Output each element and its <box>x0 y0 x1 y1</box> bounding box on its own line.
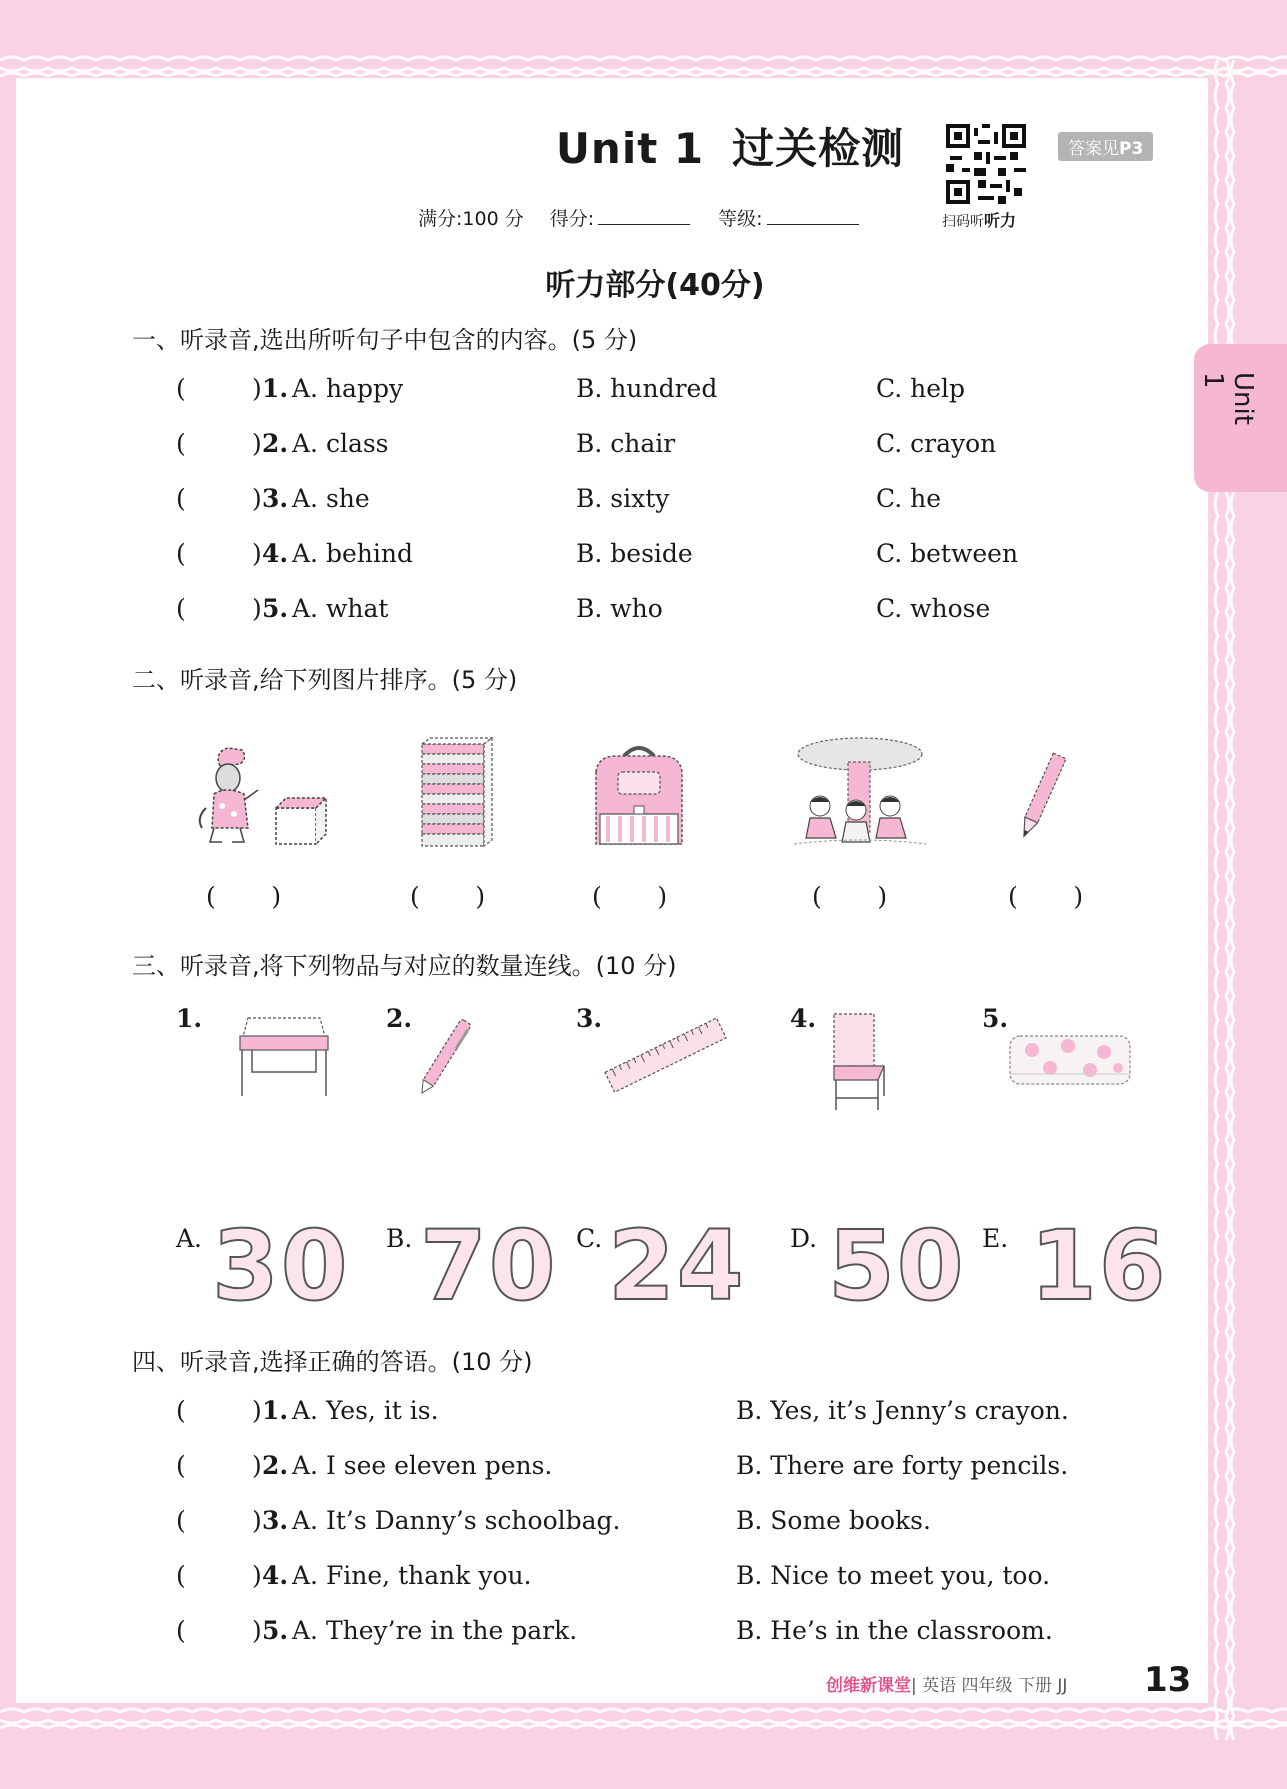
number-option[interactable]: 24 <box>608 1210 746 1322</box>
footer-meta: | 英语 四年级 下册 JJ <box>911 1676 1068 1696</box>
pencil-box-icon[interactable] <box>1006 1030 1136 1092</box>
footer <box>826 1671 1067 1696</box>
answer-blank[interactable]: ( <box>176 1506 186 1535</box>
answer-blank[interactable]: ( <box>176 539 186 568</box>
answer-blank-close: ) <box>252 1561 262 1590</box>
scan-caption <box>942 208 1016 231</box>
q3-item-number: 4. <box>790 1004 817 1033</box>
q1-heading: 一、听录音,选出所听句子中包含的内容。(5 分) <box>132 326 638 354</box>
answer-blank-close: ) <box>252 539 262 568</box>
option-c[interactable]: C. between <box>876 539 1019 568</box>
option-c[interactable]: C. he <box>876 484 942 513</box>
answer-blank-close: ) <box>252 374 262 403</box>
q3-item-number: 2. <box>386 1004 413 1033</box>
title-cn: 过关检测 <box>732 124 905 173</box>
answer-blank-close: ) <box>252 484 262 513</box>
q2-answer-blank[interactable]: ( ) <box>812 882 888 911</box>
grade-blank[interactable] <box>767 224 859 225</box>
option-a[interactable]: A. behind <box>292 539 413 568</box>
answer-blank[interactable]: ( <box>176 374 186 403</box>
question-number: 4. <box>262 539 289 568</box>
option-c[interactable]: C. whose <box>876 594 991 623</box>
answer-blank[interactable]: ( <box>176 484 186 513</box>
option-a[interactable]: A. she <box>292 484 370 513</box>
option-a[interactable]: A. They’re in the park. <box>292 1616 578 1645</box>
option-letter: E. <box>982 1224 1009 1253</box>
full-score-label: 满分:100 分 <box>418 208 524 230</box>
score-blank[interactable] <box>598 224 690 225</box>
page-number: 13 <box>1144 1660 1192 1700</box>
answer-blank-close: ) <box>252 1616 262 1645</box>
q2-answer-blank[interactable]: ( ) <box>592 882 668 911</box>
side-tab-label: Unit 1 <box>1198 372 1258 425</box>
answer-blank[interactable]: ( <box>176 1396 186 1425</box>
option-letter: D. <box>790 1224 818 1253</box>
q3-item-number: 3. <box>576 1004 603 1033</box>
title-unit: Unit 1 <box>555 124 705 173</box>
option-c[interactable]: C. crayon <box>876 429 997 458</box>
question-number: 2. <box>262 429 289 458</box>
question-number: 3. <box>262 1506 289 1535</box>
q3-heading: 三、听录音,将下列物品与对应的数量连线。(10 分) <box>132 952 677 980</box>
desk-icon[interactable] <box>236 1012 332 1102</box>
option-a[interactable]: A. Yes, it is. <box>292 1396 439 1425</box>
question-number: 5. <box>262 594 289 623</box>
score-label: 得分: <box>549 208 595 230</box>
option-b[interactable]: B. sixty <box>576 484 670 513</box>
children-under-tree-icon <box>790 734 930 854</box>
pencil-icon <box>1014 748 1068 848</box>
question-number: 2. <box>262 1451 289 1480</box>
grade-label: 等级: <box>718 208 763 230</box>
option-b[interactable]: B. beside <box>576 539 693 568</box>
ruler-icon[interactable] <box>604 1008 728 1104</box>
number-option[interactable]: 70 <box>420 1210 558 1322</box>
answer-blank[interactable]: ( <box>176 429 186 458</box>
option-b[interactable]: B. chair <box>576 429 676 458</box>
answer-blank[interactable]: ( <box>176 1561 186 1590</box>
scan-text: 扫码听 <box>942 214 984 230</box>
answer-tag-prefix: 答案见 <box>1068 139 1119 159</box>
schoolbag-icon <box>588 742 690 852</box>
answer-blank-close: ) <box>252 594 262 623</box>
q2-answer-blank[interactable]: ( ) <box>410 882 486 911</box>
option-letter: B. <box>386 1224 413 1253</box>
number-option[interactable]: 50 <box>828 1210 966 1322</box>
answer-blank-close: ) <box>252 429 262 458</box>
answer-blank-close: ) <box>252 1506 262 1535</box>
q2-answer-blank[interactable]: ( ) <box>206 882 282 911</box>
chair-icon[interactable] <box>824 1010 894 1114</box>
option-b[interactable]: B. There are forty pencils. <box>736 1451 1069 1480</box>
option-b[interactable]: B. who <box>576 594 663 623</box>
answer-blank[interactable]: ( <box>176 1616 186 1645</box>
option-a[interactable]: A. happy <box>292 374 404 403</box>
option-b[interactable]: B. Yes, it’s Jenny’s crayon. <box>736 1396 1069 1425</box>
scan-bold: 听力 <box>984 211 1017 230</box>
question-number: 5. <box>262 1616 289 1645</box>
option-a[interactable]: A. what <box>292 594 389 623</box>
number-option[interactable]: 16 <box>1030 1210 1168 1322</box>
number-option[interactable]: 30 <box>212 1210 350 1322</box>
option-a[interactable]: A. Fine, thank you. <box>292 1561 532 1590</box>
q4-heading: 四、听录音,选择正确的答语。(10 分) <box>132 1348 533 1376</box>
option-letter: C. <box>576 1224 603 1253</box>
question-number: 1. <box>262 1396 289 1425</box>
score-line <box>418 204 887 231</box>
option-b[interactable]: B. Nice to meet you, too. <box>736 1561 1051 1590</box>
answer-blank[interactable]: ( <box>176 1451 186 1480</box>
q3-item-number: 5. <box>982 1004 1009 1033</box>
q2-heading: 二、听录音,给下列图片排序。(5 分) <box>132 666 518 694</box>
option-a[interactable]: A. I see eleven pens. <box>292 1451 553 1480</box>
unit-side-tab <box>1194 344 1287 492</box>
answer-reference-tag <box>1058 132 1153 161</box>
q3-item-number: 1. <box>176 1004 203 1033</box>
section-title: 听力部分(40分) <box>545 268 765 303</box>
stack-of-books-icon <box>418 736 494 854</box>
option-a[interactable]: A. It’s Danny’s schoolbag. <box>292 1506 621 1535</box>
option-c[interactable]: C. help <box>876 374 966 403</box>
footer-brand: 创维新课堂 <box>826 1676 911 1696</box>
question-number: 3. <box>262 484 289 513</box>
option-b[interactable]: B. Some books. <box>736 1506 931 1535</box>
q2-answer-blank[interactable]: ( ) <box>1008 882 1084 911</box>
answer-tag-page: P3 <box>1119 139 1144 159</box>
pen-icon[interactable] <box>410 1012 480 1104</box>
option-a[interactable]: A. class <box>292 429 389 458</box>
answer-blank-close: ) <box>252 1451 262 1480</box>
question-number: 1. <box>262 374 289 403</box>
answer-blank-close: ) <box>252 1396 262 1425</box>
character-with-box-icon <box>192 738 332 850</box>
answer-blank[interactable]: ( <box>176 594 186 623</box>
option-letter: A. <box>176 1224 203 1253</box>
question-number: 4. <box>262 1561 289 1590</box>
qr-code-icon[interactable] <box>946 124 1026 204</box>
option-b[interactable]: B. He’s in the classroom. <box>736 1616 1053 1645</box>
option-b[interactable]: B. hundred <box>576 374 718 403</box>
